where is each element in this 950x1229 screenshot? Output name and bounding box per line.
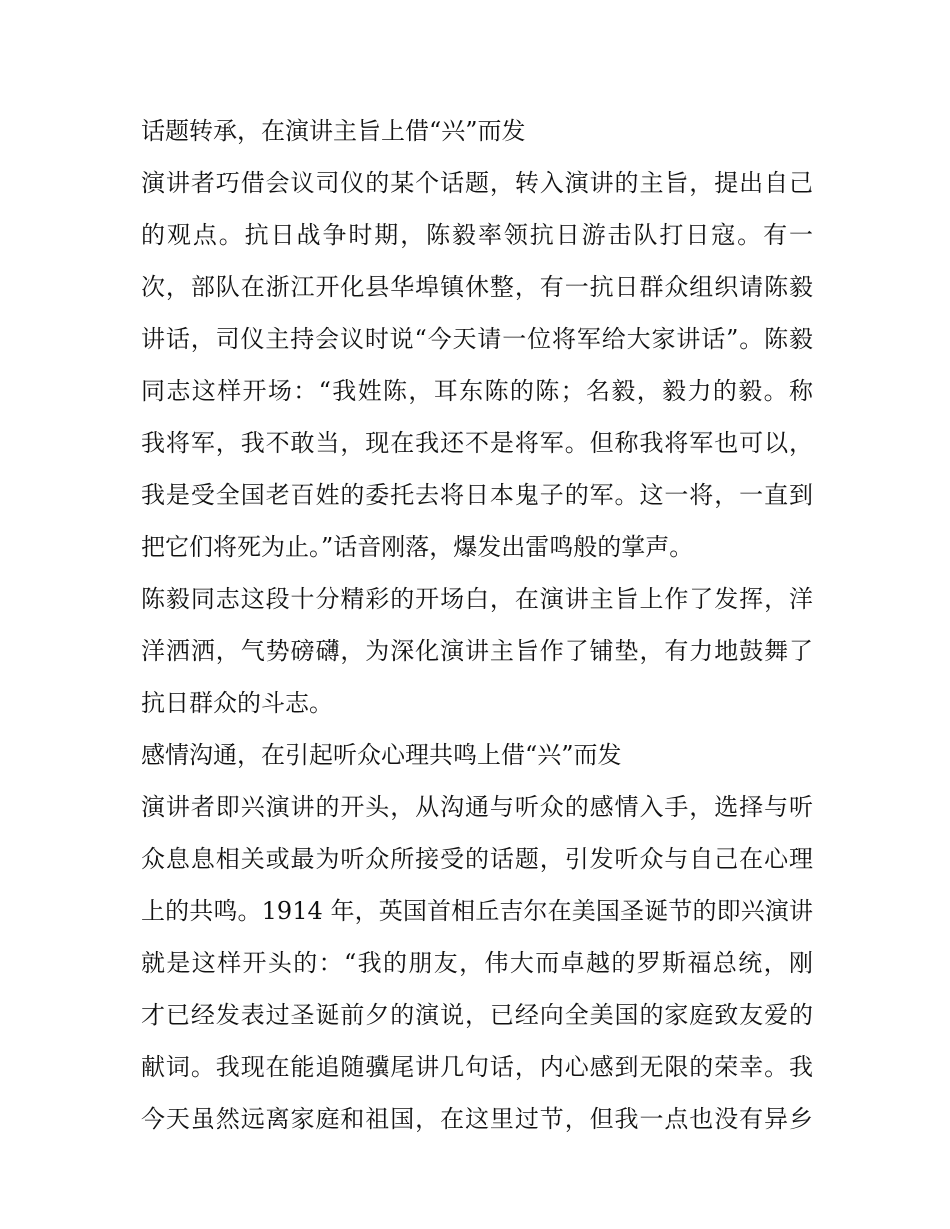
body-line: 献词。我现在能追随骥尾讲几句话，内心感到无限的荣幸。我 — [141, 1053, 813, 1081]
body-line: 把它们将死为止。”话音刚落，爆发出雷鸣般的掌声。 — [141, 533, 694, 561]
body-line: 抗日群众的斗志。 — [141, 689, 333, 717]
body-line: 我将军，我不敢当，现在我还不是将军。但称我将军也可以， — [141, 429, 813, 457]
body-line: 讲话，司仪主持会议时说“今天请一位将军给大家讲话”。陈毅 — [141, 325, 813, 353]
body-line: 才已经发表过圣诞前夕的演说，已经向全美国的家庭致友爱的 — [141, 1001, 813, 1029]
body-line: 洋洒洒，气势磅礴，为深化演讲主旨作了铺垫，有力地鼓舞了 — [141, 637, 813, 665]
body-line: 上的共鸣。1914 年，英国首相丘吉尔在美国圣诞节的即兴演讲 — [141, 897, 813, 925]
body-line: 的观点。抗日战争时期，陈毅率领抗日游击队打日寇。有一 — [141, 221, 813, 249]
document-body — [141, 105, 813, 1145]
body-line: 次，部队在浙江开化县华埠镇休整，有一抗日群众组织请陈毅 — [141, 273, 813, 301]
body-line: 众息息相关或最为听众所接受的话题，引发听众与自己在心理 — [141, 845, 813, 873]
section-heading: 话题转承，在演讲主旨上借“兴”而发 — [141, 117, 526, 145]
section-heading: 感情沟通，在引起听众心理共鸣上借“兴”而发 — [141, 741, 622, 769]
body-line: 演讲者即兴演讲的开头，从沟通与听众的感情入手，选择与听 — [141, 793, 813, 821]
body-line: 同志这样开场：“我姓陈，耳东陈的陈；名毅，毅力的毅。称 — [141, 377, 813, 405]
body-line: 陈毅同志这段十分精彩的开场白，在演讲主旨上作了发挥，洋 — [141, 585, 813, 613]
body-line: 今天虽然远离家庭和祖国，在这里过节，但我一点也没有异乡 — [141, 1105, 813, 1133]
body-line: 我是受全国老百姓的委托去将日本鬼子的军。这一将，一直到 — [141, 481, 813, 509]
body-line: 演讲者巧借会议司仪的某个话题，转入演讲的主旨，提出自己 — [141, 169, 813, 197]
body-line: 就是这样开头的：“我的朋友，伟大而卓越的罗斯福总统，刚 — [141, 949, 813, 977]
